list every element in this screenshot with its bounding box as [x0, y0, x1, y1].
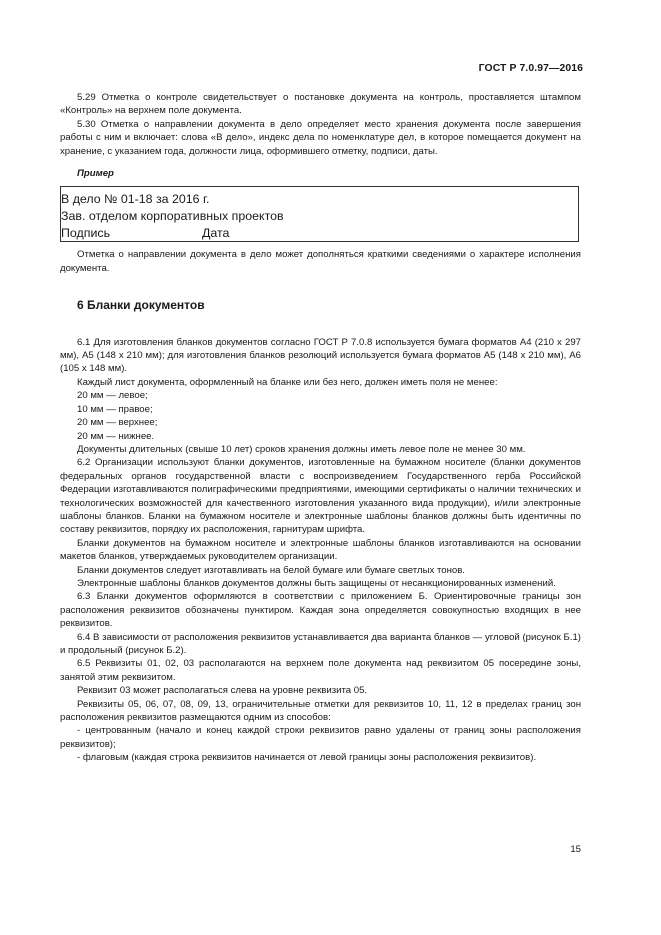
option-centered: - центрованным (начало и конец каждой строки реквизитов равно удалены от границ зоны расположения реквизитов);	[60, 725, 581, 750]
paragraph-template-protection: Электронные шаблоны бланков документов должны быть защищены от несанкционированных изменений.	[77, 577, 556, 589]
example-line-position: Зав. отделом корпоративных проектов	[61, 209, 284, 224]
paragraph-6-4: 6.4 В зависимости от расположения реквизитов устанавливается два варианта бланков — угловой (рисунок Б.1) и продольный (рисунок Б.2).	[60, 631, 581, 656]
example-line-case: В дело № 01-18 за 2016 г.	[61, 192, 210, 207]
margin-left-item: 20 мм — левое;	[77, 390, 148, 402]
section-title: 6 Бланки документов	[77, 298, 205, 313]
paragraph-5-30: 5.30 Отметка о направлении документа в дело определяет место хранения документа после завершения работы с ним и включает: слова «В дело», индекс дела по номенклатуре дел, в которое помещается документ на хранение, с указанием года, должности лица, оформившего отметку, подписи, даты.	[60, 118, 581, 157]
paragraph-5-29: 5.29 Отметка о контроле свидетельствует о постановке документа на контроль, проставляется штампом «Контроль» на верхнем поле документа.	[60, 92, 581, 117]
paragraph-paper-color: Бланки документов следует изготавливать на белой бумаге или бумаге светлых тонов.	[77, 564, 465, 576]
margin-right-item: 10 мм — правое;	[77, 403, 153, 415]
example-box	[60, 186, 579, 242]
page-content	[60, 91, 581, 765]
paragraph-6-1: 6.1 Для изготовления бланков документов согласно ГОСТ Р 7.0.8 используется бумага форматов А4 (210 х 297 мм), А5 (148 х 210 мм); для изготовления бланков резолюций используется бумага форматов А5 (148 х 210 мм), А6 (105 х 148 мм).	[60, 336, 581, 375]
margin-bottom-item: 20 мм — нижнее.	[77, 430, 155, 442]
paragraph-6-2: 6.2 Организации используют бланки документов, изготовленные на бумажном носителе (бланки документов федеральных органов государственной власти с воспроизведением Государственного герба Российской Федерации изготавливаются полиграфическими предприятиями, имеющими сертификаты о наличии технических и технологических возможностей для качественного изготовления указанного вида продукции), и/или электронные шаблоны бланков. Бланки на бумажном носителе и электронные шаблоны бланков должны быть идентичны по составу реквизитов, порядку их расположения, гарнитурам шрифта.	[60, 457, 581, 536]
paragraph-6-3: 6.3 Бланки документов оформляются в соответствии с приложением Б. Ориентировочные границы зон расположения реквизитов обозначены пунктиром. Каждая зона определяется совокупностью входящих в нее реквизитов.	[60, 591, 581, 630]
example-date: Дата	[202, 226, 230, 241]
paragraph-note-after-example: Отметка о направлении документа в дело может дополняться краткими сведениями о характере исполнения документа.	[60, 249, 581, 274]
paragraph-long-storage: Документы длительных (свыше 10 лет) сроков хранения должны иметь левое поле не менее 30 мм.	[77, 443, 526, 455]
example-signature: Подпись	[61, 226, 111, 241]
paragraph-margins-intro: Каждый лист документа, оформленный на бланке или без него, должен иметь поля не менее:	[77, 376, 498, 388]
paragraph-templates-basis: Бланки документов на бумажном носителе и электронные шаблоны бланков изготавливаются на основании макетов бланков, утверждаемых руководителем организации.	[60, 537, 581, 563]
paragraph-requisite-03: Реквизит 03 может располагаться слева на уровне реквизита 05.	[77, 685, 368, 697]
page-number: 15	[570, 844, 581, 855]
document-code-header: ГОСТ Р 7.0.97—2016	[478, 63, 583, 74]
example-label: Пример	[77, 168, 114, 180]
option-flag: - флаговым (каждая строка реквизитов начинается от левой границы зоны расположения реквизитов).	[77, 752, 537, 764]
example-line-signature-date	[61, 225, 578, 242]
paragraph-6-5: 6.5 Реквизиты 01, 02, 03 располагаются на верхнем поле документа над реквизитом 05 посередине зоны, занятой этим реквизитом.	[60, 658, 581, 683]
margin-top-item: 20 мм — верхнее;	[77, 417, 158, 429]
paragraph-requisites-placement: Реквизиты 05, 06, 07, 08, 09, 13, ограничительные отметки для реквизитов 10, 11, 12 в пределах границ зон расположения реквизитов размещаются одним из способов:	[60, 698, 581, 724]
